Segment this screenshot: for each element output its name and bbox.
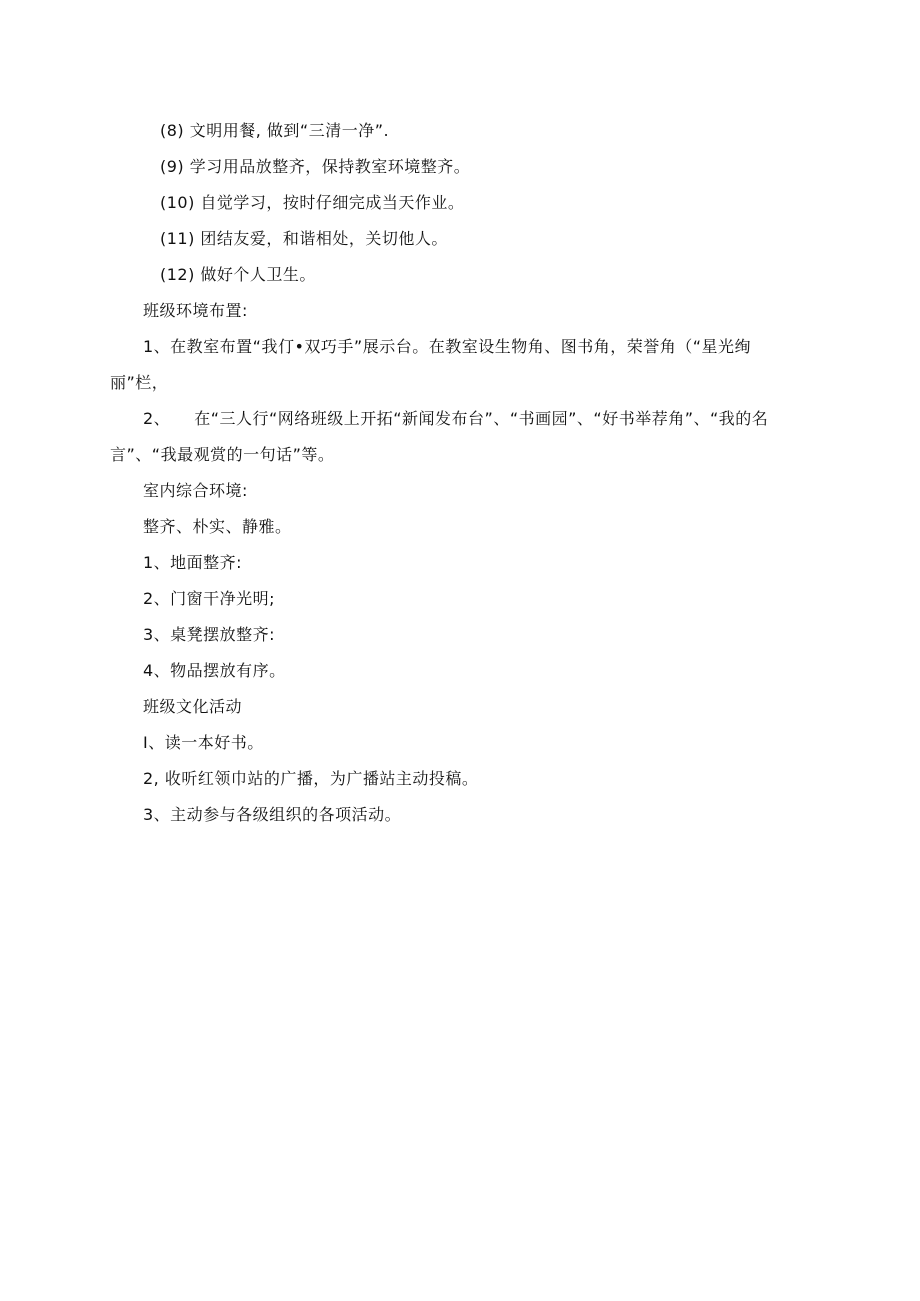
environment-item-1: 1、在教室布置“我仃•双巧手”展示台。在教室设生物角、图书角，荣誉角（“星光绚丽”栏， (110, 337, 751, 392)
culture-item-3: 3、主动参与各级组织的各项活动。 (143, 805, 402, 824)
section-heading-culture: 班级文化活动 (143, 697, 243, 716)
rule-item-8: (8) 文明用餐, 做到“三清一净”. (160, 121, 390, 140)
rule-item-11: (11) 团结友爱，和谐相处，关切他人。 (160, 229, 448, 248)
document-body (110, 113, 810, 833)
rule-item-10: (10) 自觉学习，按时仔细完成当天作业。 (160, 193, 465, 212)
culture-item-2: 2, 收听红领巾站的广播，为广播站主动投稿。 (143, 769, 479, 788)
environment-item-2-number: 2、 (143, 409, 171, 428)
indoor-item-4: 4、物品摆放有序。 (143, 661, 286, 680)
indoor-description: 整齐、朴实、静雅。 (143, 517, 292, 536)
environment-item-2-text: 在“三人行“网络班级上开拓“新闻发布台”、“书画园”、“好书举荐角”、“我的名言”、“我最观赏的一句话”等。 (110, 409, 769, 464)
rule-item-9: (9) 学习用品放整齐，保持教室环境整齐。 (160, 157, 471, 176)
indoor-item-3: 3、桌凳摆放整齐: (143, 625, 276, 644)
section-heading-environment: 班级环境布置: (143, 301, 248, 320)
environment-item-2 (110, 401, 800, 473)
indoor-item-2: 2、门窗干净光明; (143, 589, 276, 608)
rule-item-12: (12) 做好个人卫生。 (160, 265, 316, 284)
culture-item-1: I、读一本好书。 (143, 733, 264, 752)
indoor-item-1: 1、地面整齐: (143, 553, 243, 572)
section-heading-indoor: 室内综合环境: (143, 481, 248, 500)
